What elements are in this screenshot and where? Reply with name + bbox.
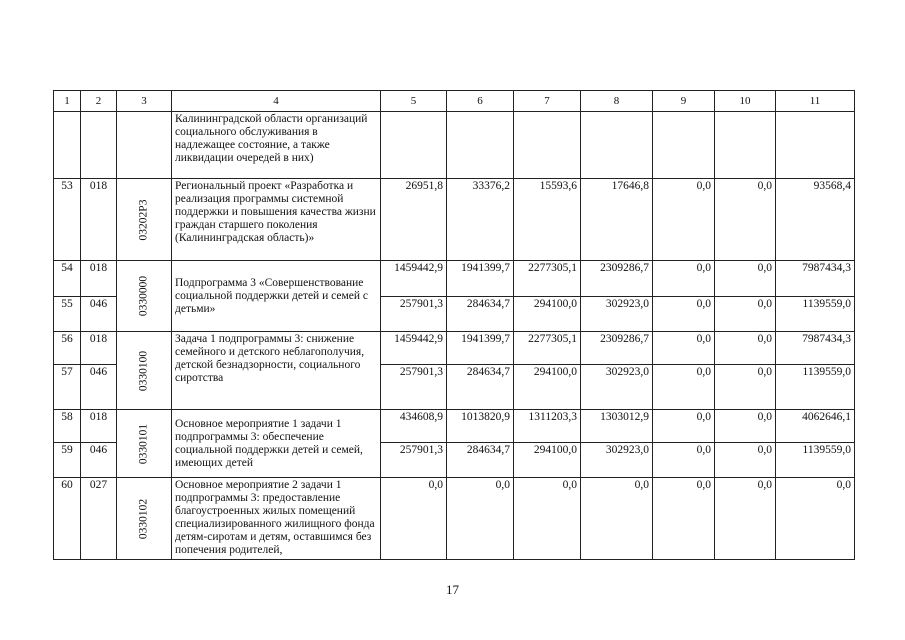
- budget-code-cell: [117, 478, 172, 560]
- value-cell: 284634,7: [447, 297, 514, 332]
- value-cell: 0,0: [514, 478, 581, 560]
- value-cell: 1459442,9: [381, 332, 447, 365]
- value-cell: 0,0: [653, 332, 715, 365]
- budget-code-cell: [117, 410, 172, 478]
- budget-code: 0330100: [137, 350, 150, 391]
- row-code: 018: [81, 179, 117, 261]
- header-cell: 10: [715, 91, 776, 112]
- value-cell: 294100,0: [514, 297, 581, 332]
- value-cell: 7987434,3: [776, 261, 855, 297]
- value-cell: 284634,7: [447, 443, 514, 478]
- budget-table: [53, 90, 855, 560]
- row-code: 018: [81, 410, 117, 443]
- value-cell: 302923,0: [581, 443, 653, 478]
- header-cell: 2: [81, 91, 117, 112]
- row-number: 57: [54, 365, 81, 410]
- value-cell: 2277305,1: [514, 261, 581, 297]
- table-row: [54, 478, 855, 560]
- row-number: 59: [54, 443, 81, 478]
- row-number: 58: [54, 410, 81, 443]
- value-cell: 294100,0: [514, 365, 581, 410]
- budget-code: 0330102: [137, 498, 150, 539]
- header-cell: 1: [54, 91, 81, 112]
- table-row: [54, 179, 855, 261]
- row-code: 018: [81, 261, 117, 297]
- value-cell: 7987434,3: [776, 332, 855, 365]
- value-cell: 1139559,0: [776, 365, 855, 410]
- value-cell: 1459442,9: [381, 261, 447, 297]
- row-description: Подпрограмма 3 «Совершенствование социальной поддержки детей и семей с детьми»: [172, 261, 381, 332]
- row-code: 046: [81, 443, 117, 478]
- value-cell: 1941399,7: [447, 332, 514, 365]
- row-code: 027: [81, 478, 117, 560]
- value-cell: 0,0: [715, 179, 776, 261]
- value-cell: 0,0: [653, 261, 715, 297]
- row-description: Задача 1 подпрограммы 3: снижение семейного и детского неблагополучия, детской безнадзорности, социального сиротства: [172, 332, 381, 410]
- value-cell: 0,0: [715, 410, 776, 443]
- table-header-row: [54, 91, 855, 112]
- value-cell: 284634,7: [447, 365, 514, 410]
- row-code: 046: [81, 365, 117, 410]
- value-cell: 0,0: [715, 332, 776, 365]
- value-cell: 26951,8: [381, 179, 447, 261]
- row-code: 018: [81, 332, 117, 365]
- row-description: Калининградской области организаций социального обслуживания в надлежащее состояние, а также ликвидации очередей в них): [172, 112, 381, 179]
- row-number: 56: [54, 332, 81, 365]
- row-description: Основное мероприятие 2 задачи 1 подпрограммы 3: предоставление благоустроенных жилых помещений специализированного жилищного фонда детям-сиротам и детям, оставшимся без попечения родителей,: [172, 478, 381, 560]
- header-cell: 6: [447, 91, 514, 112]
- value-cell: 0,0: [447, 478, 514, 560]
- row-number: 55: [54, 297, 81, 332]
- value-cell: 0,0: [653, 410, 715, 443]
- row-code: 046: [81, 297, 117, 332]
- header-cell: 4: [172, 91, 381, 112]
- value-cell: 0,0: [715, 261, 776, 297]
- table-row: [54, 332, 855, 365]
- value-cell: 2309286,7: [581, 332, 653, 365]
- value-cell: 2309286,7: [581, 261, 653, 297]
- budget-code: 0330101: [137, 423, 150, 464]
- value-cell: 257901,3: [381, 443, 447, 478]
- value-cell: 0,0: [776, 478, 855, 560]
- value-cell: 0,0: [653, 443, 715, 478]
- header-cell: 5: [381, 91, 447, 112]
- value-cell: 1303012,9: [581, 410, 653, 443]
- budget-code-cell: [117, 261, 172, 332]
- row-description: Основное мероприятие 1 задачи 1 подпрограммы 3: обеспечение социальной поддержки детей и семей, имеющих детей: [172, 410, 381, 478]
- header-cell: 7: [514, 91, 581, 112]
- table-row: [54, 261, 855, 297]
- budget-code: 03202P3: [137, 199, 150, 240]
- value-cell: 33376,2: [447, 179, 514, 261]
- row-number: 54: [54, 261, 81, 297]
- value-cell: 1139559,0: [776, 443, 855, 478]
- value-cell: 93568,4: [776, 179, 855, 261]
- header-cell: 9: [653, 91, 715, 112]
- value-cell: 4062646,1: [776, 410, 855, 443]
- value-cell: 0,0: [653, 179, 715, 261]
- value-cell: 15593,6: [514, 179, 581, 261]
- value-cell: 0,0: [381, 478, 447, 560]
- budget-code: 0330000: [137, 275, 150, 317]
- value-cell: 302923,0: [581, 297, 653, 332]
- value-cell: 434608,9: [381, 410, 447, 443]
- value-cell: 0,0: [581, 478, 653, 560]
- value-cell: 294100,0: [514, 443, 581, 478]
- value-cell: 0,0: [653, 478, 715, 560]
- value-cell: 257901,3: [381, 365, 447, 410]
- budget-code-cell: [117, 332, 172, 410]
- header-cell: 11: [776, 91, 855, 112]
- value-cell: 0,0: [715, 478, 776, 560]
- value-cell: 257901,3: [381, 297, 447, 332]
- value-cell: 1013820,9: [447, 410, 514, 443]
- table-row-continuation: [54, 112, 855, 179]
- value-cell: 0,0: [653, 297, 715, 332]
- value-cell: 1139559,0: [776, 297, 855, 332]
- value-cell: 2277305,1: [514, 332, 581, 365]
- value-cell: 0,0: [715, 443, 776, 478]
- value-cell: 0,0: [715, 297, 776, 332]
- row-description: Региональный проект «Разработка и реализация программы системной поддержки и повышения качества жизни граждан старшего поколения (Калининградская область)»: [172, 179, 381, 261]
- value-cell: 0,0: [653, 365, 715, 410]
- value-cell: 1311203,3: [514, 410, 581, 443]
- value-cell: 302923,0: [581, 365, 653, 410]
- row-number: 60: [54, 478, 81, 560]
- row-number: 53: [54, 179, 81, 261]
- value-cell: 0,0: [715, 365, 776, 410]
- budget-code-cell: [117, 179, 172, 261]
- page-number: 17: [446, 582, 459, 597]
- table-row: [54, 410, 855, 443]
- value-cell: 17646,8: [581, 179, 653, 261]
- header-cell: 3: [117, 91, 172, 112]
- header-cell: 8: [581, 91, 653, 112]
- value-cell: 1941399,7: [447, 261, 514, 297]
